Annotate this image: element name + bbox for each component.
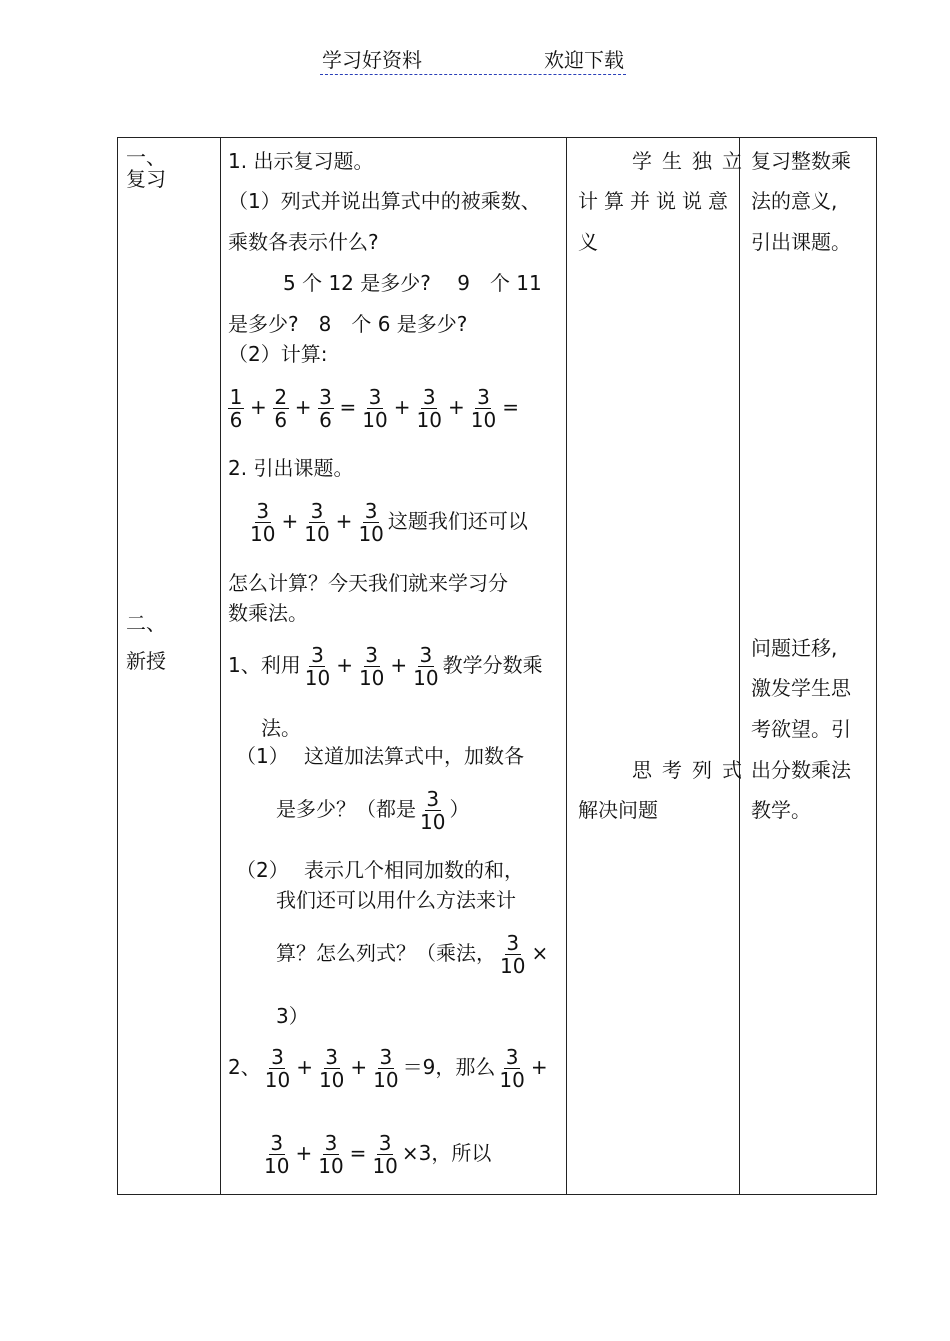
student-activity-1-line3: 义 bbox=[578, 230, 598, 254]
purpose-2-line2: 激发学生思 bbox=[751, 676, 851, 700]
fraction: $\frac{3}{10}$ bbox=[372, 1131, 398, 1178]
question-2-answer-end: 3） bbox=[276, 1004, 309, 1028]
fraction: $\frac{1}{6}$ bbox=[229, 385, 243, 432]
section-2-number: 二、 bbox=[126, 611, 166, 635]
fraction: $\frac{2}{6}$ bbox=[274, 385, 288, 432]
question-1-text: 这道加法算式中，加数各 bbox=[304, 744, 524, 768]
column-divider bbox=[739, 138, 740, 1194]
fraction: $\frac{3}{10}$ bbox=[250, 499, 276, 546]
header-right-text: 欢迎下载 bbox=[544, 48, 624, 72]
review-calc-line: $\frac{1}{6}$ + $\frac{2}{6}$ + $\frac{3}{6}$ = $\frac{3}{10}$ + $\frac{3}{10}$ + $\frac{3}{10}$ = bbox=[229, 385, 519, 432]
purpose-1-line3: 引出课题。 bbox=[751, 230, 851, 254]
question-2-number: （2） bbox=[236, 858, 289, 882]
fraction: $\frac{3}{10}$ bbox=[500, 931, 526, 978]
purpose-2-line5: 教学。 bbox=[751, 798, 811, 822]
review-q2-heading: （2）计算: bbox=[228, 342, 328, 366]
section-1-title: 复习 bbox=[126, 167, 166, 191]
question-2-answer: 算？怎么列式？（乘法， $\frac{3}{10}$ × bbox=[276, 931, 549, 978]
question-2-text-line1: 表示几个相同加数的和， bbox=[304, 858, 524, 882]
purpose-1-line2: 法的意义, bbox=[751, 189, 838, 213]
fraction: $\frac{3}{10}$ bbox=[358, 499, 384, 546]
purpose-2-line3: 考欲望。引 bbox=[751, 717, 851, 741]
fraction: $\frac{3}{10}$ bbox=[416, 385, 442, 432]
column-divider bbox=[566, 138, 567, 1194]
student-activity-1-line1: 学生独立 bbox=[632, 149, 752, 173]
fraction: $\frac{3}{10}$ bbox=[358, 643, 385, 690]
student-activity-2-line2: 解决问题 bbox=[578, 798, 658, 822]
header-left-text: 学习好资料 bbox=[322, 48, 422, 72]
question-1-number: （1） bbox=[236, 744, 289, 768]
section-2-title: 新授 bbox=[126, 649, 166, 673]
fraction: $\frac{3}{10}$ bbox=[318, 1131, 344, 1178]
question-2-text-line2: 我们还可以用什么方法来计 bbox=[276, 888, 516, 912]
fraction: $\frac{3}{10}$ bbox=[264, 1045, 291, 1092]
new-step-1: 1、利用 $\frac{3}{10}$ + $\frac{3}{10}$ + $\frac{3}{10}$ 教学分数乘 bbox=[228, 643, 543, 690]
fraction: $\frac{3}{10}$ bbox=[318, 1045, 345, 1092]
fraction: $\frac{3}{10}$ bbox=[499, 1045, 525, 1092]
fraction: $\frac{3}{10}$ bbox=[420, 787, 446, 834]
purpose-2-line4: 出分数乘法 bbox=[751, 758, 851, 782]
new-step-2-line1: 2、 $\frac{3}{10}$ + $\frac{3}{10}$ + $\frac{3}{10}$ ＝9，那么 $\frac{3}{10}$ + bbox=[228, 1045, 548, 1092]
lesson-table bbox=[117, 137, 877, 1195]
fraction: $\frac{3}{10}$ bbox=[413, 643, 439, 690]
review-q1-line2: 乘数各表示什么? bbox=[228, 230, 379, 254]
review-q1-line1: （1）列式并说出算式中的被乘数、 bbox=[228, 189, 541, 213]
new-step-1-end: 法。 bbox=[261, 716, 301, 740]
fraction: $\frac{3}{10}$ bbox=[373, 1045, 399, 1092]
fraction: $\frac{3}{6}$ bbox=[319, 385, 332, 432]
fraction: $\frac{3}{10}$ bbox=[362, 385, 388, 432]
column-divider bbox=[220, 138, 221, 1194]
intro-text-line1: 怎么计算？今天我们就来学习分 bbox=[228, 571, 508, 595]
fraction: $\frac{3}{10}$ bbox=[304, 643, 331, 690]
review-q1-line4: 是多少? 8 个 6 是多少? bbox=[228, 312, 468, 336]
question-1-answer: 是多少？（都是 $\frac{3}{10}$ ） bbox=[276, 787, 470, 834]
purpose-2-line1: 问题迁移, bbox=[751, 636, 838, 660]
page-header bbox=[320, 48, 626, 75]
purpose-1-line1: 复习整数乘 bbox=[751, 149, 851, 173]
fraction: $\frac{3}{10}$ bbox=[264, 1131, 290, 1178]
review-q1-line3: 5 个 12 是多少? 9 个 11 bbox=[283, 271, 542, 295]
student-activity-1-line2: 计算并说说意 bbox=[578, 189, 734, 213]
intro-expression: $\frac{3}{10}$ + $\frac{3}{10}$ + $\frac{3}{10}$ 这题我们还可以 bbox=[250, 499, 528, 546]
fraction: $\frac{3}{10}$ bbox=[304, 499, 330, 546]
student-activity-2-line1: 思考列式 bbox=[632, 758, 752, 782]
review-heading: 1. 出示复习题。 bbox=[228, 149, 374, 173]
intro-text-line2: 数乘法。 bbox=[228, 601, 308, 625]
fraction: $\frac{3}{10}$ bbox=[470, 385, 497, 432]
section-1-number: 一、 bbox=[126, 145, 166, 169]
intro-heading: 2. 引出课题。 bbox=[228, 456, 354, 480]
new-step-2-line2: $\frac{3}{10}$ + $\frac{3}{10}$ = $\frac{3}{10}$ ×3，所以 bbox=[264, 1131, 492, 1178]
